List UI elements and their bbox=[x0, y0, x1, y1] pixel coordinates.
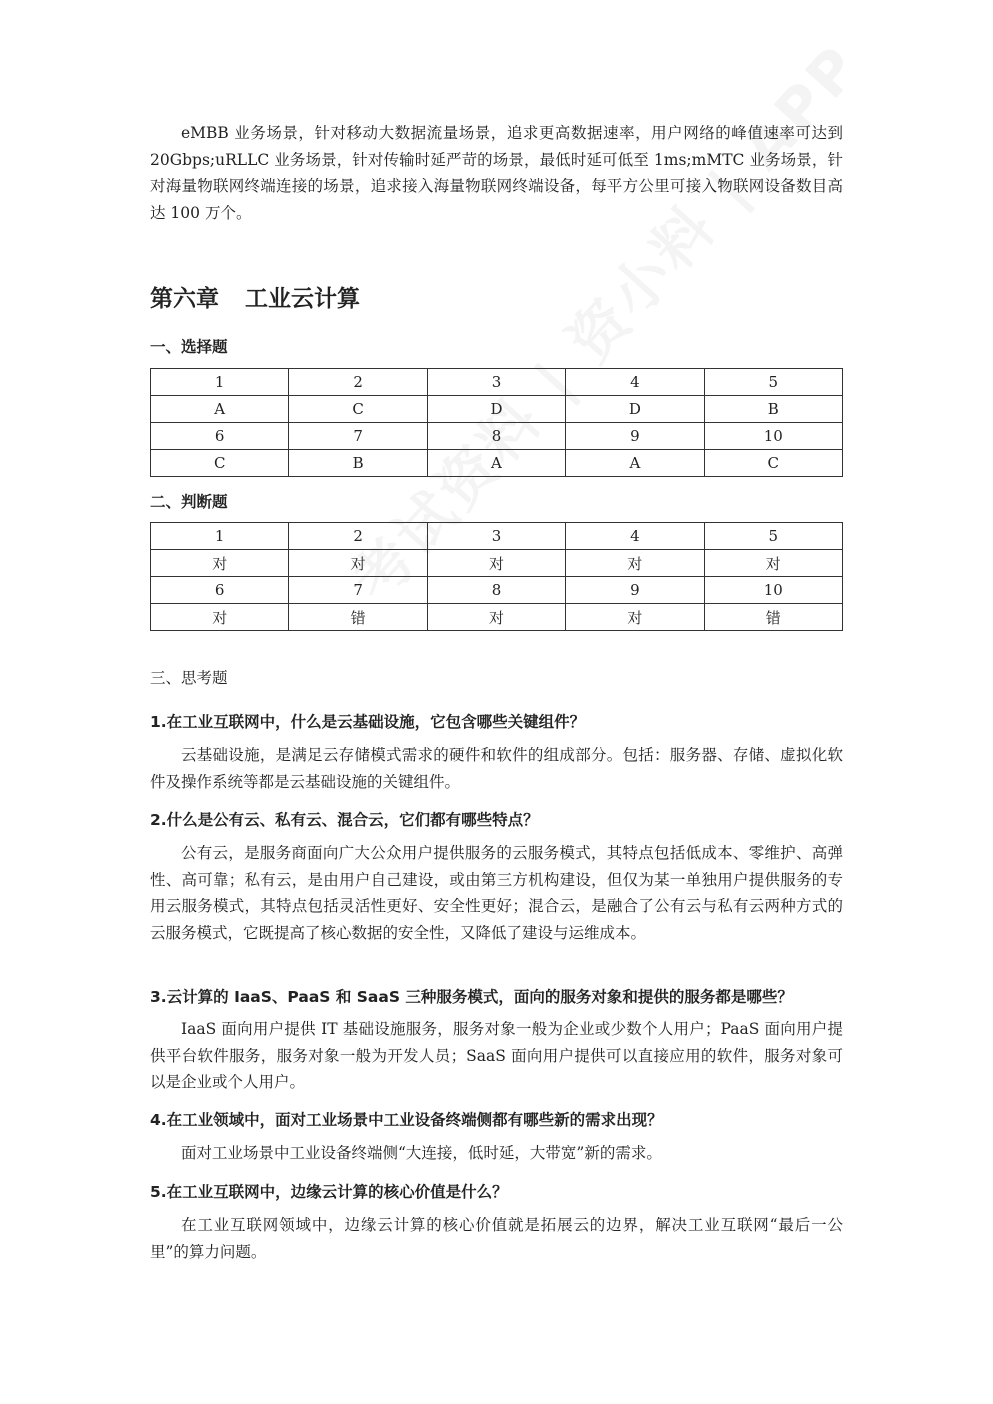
table-cell: 9 bbox=[566, 423, 704, 450]
table-cell: 错 bbox=[704, 604, 842, 631]
section-title-thinking: 三、思考题 bbox=[150, 669, 228, 687]
table-cell: 6 bbox=[151, 577, 289, 604]
table-cell: 4 bbox=[566, 369, 704, 396]
choice-answer-table bbox=[150, 368, 843, 477]
table-cell: 5 bbox=[704, 369, 842, 396]
table-cell: 对 bbox=[289, 550, 427, 577]
table-cell: 对 bbox=[566, 604, 704, 631]
answer-4: 面对工业场景中工业设备终端侧“大连接，低时延，大带宽”新的需求。 bbox=[181, 1144, 662, 1162]
table-row bbox=[151, 396, 843, 423]
table-cell: 10 bbox=[704, 423, 842, 450]
table-cell: 对 bbox=[704, 550, 842, 577]
intro-paragraph: eMBB 业务场景，针对移动大数据流量场景，追求更高数据速率，用户网络的峰值速率可达到 20Gbps;uRLLC 业务场景，针对传输时延严苛的场景，最低时延可低至 1ms;mMTC 业务场景，针对海量物联网终端连接的场景，追求接入海量物联网终端设备，每平方公里可接入物联网设备数目高达 100 万个。 bbox=[150, 124, 843, 222]
question-4: 4.在工业领域中，面对工业场景中工业设备终端侧都有哪些新的需求出现？ bbox=[150, 1111, 663, 1129]
answer-2: 公有云，是服务商面向广大公众用户提供服务的云服务模式，其特点包括低成本、零维护、高弹性、高可靠；私有云，是由用户自己建设，或由第三方机构建设，但仅为某一单独用户提供服务的专用云服务模式，其特点包括灵活性更好、安全性更好；混合云，是融合了公有云与私有云两种方式的云服务模式，它既提高了核心数据的安全性，又降低了建设与运维成本。 bbox=[150, 844, 843, 942]
answer-1: 云基础设施，是满足云存储模式需求的硬件和软件的组成部分。包括：服务器、存储、虚拟化软件及操作系统等都是云基础设施的关键组件。 bbox=[150, 746, 843, 791]
table-cell: 对 bbox=[427, 550, 565, 577]
table-cell: 2 bbox=[289, 523, 427, 550]
table-cell: 3 bbox=[427, 369, 565, 396]
table-cell: 8 bbox=[427, 577, 565, 604]
chapter-heading bbox=[150, 280, 360, 313]
section-title-judge: 二、判断题 bbox=[150, 493, 228, 511]
table-cell: C bbox=[704, 450, 842, 477]
table-row bbox=[151, 369, 843, 396]
question-5: 5.在工业互联网中，边缘云计算的核心价值是什么？ bbox=[150, 1183, 508, 1201]
table-cell: C bbox=[289, 396, 427, 423]
table-cell: A bbox=[151, 396, 289, 423]
table-row bbox=[151, 450, 843, 477]
table-cell: A bbox=[427, 450, 565, 477]
table-cell: 6 bbox=[151, 423, 289, 450]
table-cell: 9 bbox=[566, 577, 704, 604]
table-cell: D bbox=[566, 396, 704, 423]
section-title-choice: 一、选择题 bbox=[150, 338, 228, 356]
table-row bbox=[151, 550, 843, 577]
table-cell: D bbox=[427, 396, 565, 423]
table-cell: 3 bbox=[427, 523, 565, 550]
table-row bbox=[151, 423, 843, 450]
table-cell: 对 bbox=[151, 604, 289, 631]
chapter-number: 第六章 bbox=[150, 285, 219, 312]
table-cell: 8 bbox=[427, 423, 565, 450]
question-3: 3.云计算的 IaaS、PaaS 和 SaaS 三种服务模式，面向的服务对象和提供的服务都是哪些？ bbox=[150, 988, 793, 1006]
table-cell: 10 bbox=[704, 577, 842, 604]
table-cell: 对 bbox=[566, 550, 704, 577]
table-cell: 2 bbox=[289, 369, 427, 396]
answer-5: 在工业互联网领域中，边缘云计算的核心价值就是拓展云的边界，解决工业互联网“最后一公里”的算力问题。 bbox=[150, 1216, 843, 1261]
table-cell: B bbox=[704, 396, 842, 423]
table-cell: 7 bbox=[289, 423, 427, 450]
table-cell: 错 bbox=[289, 604, 427, 631]
table-cell: 5 bbox=[704, 523, 842, 550]
table-cell: 1 bbox=[151, 523, 289, 550]
question-1: 1.在工业互联网中，什么是云基础设施，它包含哪些关键组件？ bbox=[150, 713, 586, 731]
table-cell: 4 bbox=[566, 523, 704, 550]
question-2: 2.什么是公有云、私有云、混合云，它们都有哪些特点？ bbox=[150, 811, 539, 829]
table-cell: 7 bbox=[289, 577, 427, 604]
table-cell: 对 bbox=[151, 550, 289, 577]
table-row bbox=[151, 604, 843, 631]
table-cell: C bbox=[151, 450, 289, 477]
chapter-title: 工业云计算 bbox=[245, 285, 360, 312]
answer-3: IaaS 面向用户提供 IT 基础设施服务，服务对象一般为企业或少数个人用户；PaaS 面向用户提供平台软件服务，服务对象一般为开发人员；SaaS 面向用户提供可以直接应用的软件，服务对象可以是企业或个人用户。 bbox=[150, 1020, 843, 1091]
table-row bbox=[151, 523, 843, 550]
table-cell: 对 bbox=[427, 604, 565, 631]
table-row bbox=[151, 577, 843, 604]
table-cell: 1 bbox=[151, 369, 289, 396]
judge-answer-table bbox=[150, 522, 843, 631]
table-cell: A bbox=[566, 450, 704, 477]
table-cell: B bbox=[289, 450, 427, 477]
